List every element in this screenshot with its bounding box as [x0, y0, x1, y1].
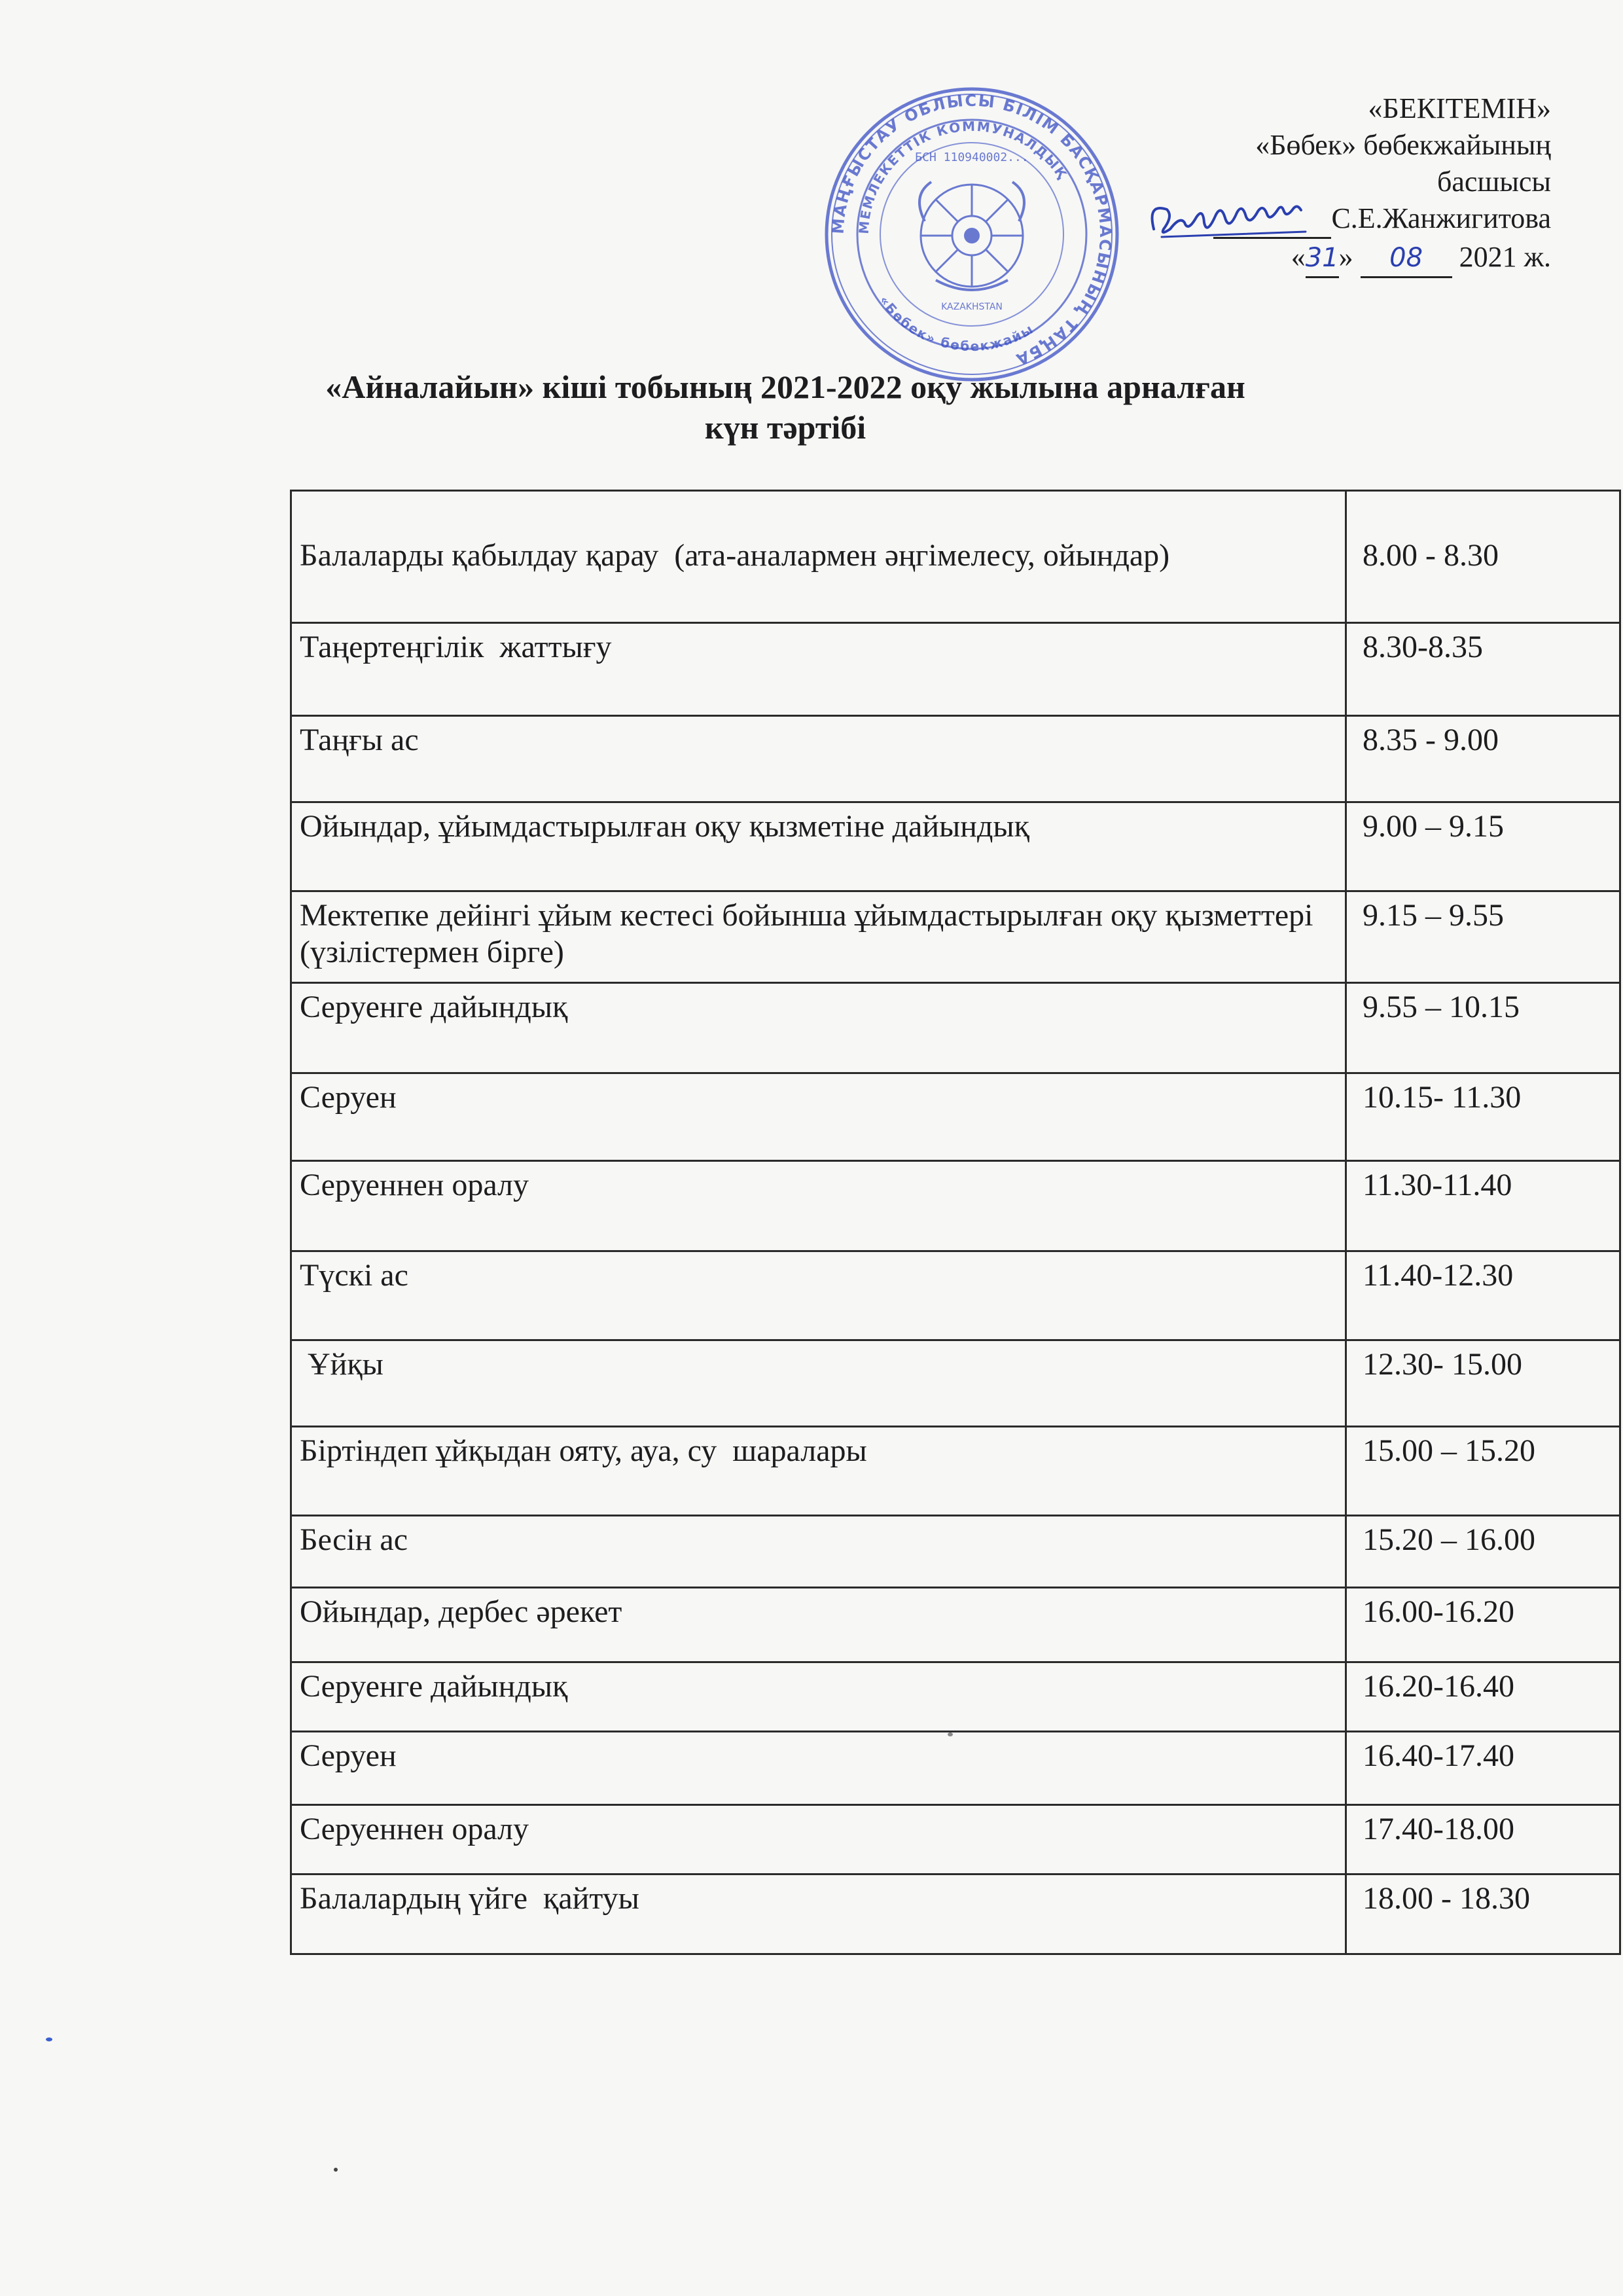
activity-cell: Түскі ас: [291, 1251, 1346, 1340]
table-row: [291, 623, 1620, 716]
table-row: [291, 491, 1620, 623]
title-line-1: «Айналайын» кіші тобының 2021-2022 оқу жылына арналған: [325, 368, 1245, 405]
activity-cell: Серуен: [291, 1073, 1346, 1161]
time-cell: 8.35 - 9.00: [1346, 716, 1620, 802]
time-cell: 16.00-16.20: [1346, 1588, 1620, 1662]
activity-cell: Бесін ас: [291, 1516, 1346, 1588]
document-title: [262, 367, 1309, 448]
time-cell: 11.30-11.40: [1346, 1161, 1620, 1251]
approval-date-month: 08: [1361, 240, 1452, 278]
activity-cell: Мектепке дейінгі ұйым кестесі бойынша ұйымдастырылған оқу қызметтері (үзілістермен бірге): [291, 891, 1346, 983]
activity-cell: Таңғы ас: [291, 716, 1346, 802]
table-row: [291, 716, 1620, 802]
table-row: [291, 1251, 1620, 1340]
activity-cell: Біртіндеп ұйқыдан ояту, ауа, су шаралары: [291, 1427, 1346, 1516]
emblem-icon: [919, 182, 1024, 290]
stamp-center-label: KAZAKHSTAN: [941, 302, 1003, 312]
official-stamp: [821, 84, 1122, 385]
approval-org: «Бөбек» бөбекжайының: [1255, 129, 1551, 161]
daily-schedule-table: [290, 490, 1621, 1955]
approval-date: «31» 08 2021 ж.: [1093, 239, 1551, 278]
approval-date-day: 31: [1306, 240, 1339, 278]
approval-signatory: [1093, 200, 1551, 239]
activity-cell: Ойындар, дербес әрекет: [291, 1588, 1346, 1662]
approval-block: [1093, 90, 1551, 278]
table-row: [291, 802, 1620, 891]
time-cell: 8.00 - 8.30: [1346, 491, 1620, 623]
scan-speck: [46, 2037, 52, 2041]
time-cell: 17.40-18.00: [1346, 1805, 1620, 1874]
table-row: [291, 891, 1620, 983]
activity-cell: Серуен: [291, 1732, 1346, 1805]
activity-cell: Ойындар, ұйымдастырылған оқу қызметіне дайындық: [291, 802, 1346, 891]
scan-speck: [948, 1732, 953, 1736]
time-cell: 9.55 – 10.15: [1346, 983, 1620, 1073]
table-row: [291, 1805, 1620, 1874]
stamp-outer-text: МАҢҒЫСТАУ ОБЛЫСЫ БІЛІМ БАСҚАРМАСЫНЫҢ ТАҢБА: [829, 91, 1115, 369]
activity-cell: Серуеннен оралу: [291, 1161, 1346, 1251]
time-cell: 9.00 – 9.15: [1346, 802, 1620, 891]
table-row: [291, 1588, 1620, 1662]
stamp-bin: БСН 110940002...: [915, 151, 1029, 164]
activity-cell: Серуенге дайындық: [291, 983, 1346, 1073]
activity-cell: Таңертеңгілік жаттығу: [291, 623, 1346, 716]
table-row: [291, 1662, 1620, 1732]
table-row: [291, 1516, 1620, 1588]
table-row: [291, 1161, 1620, 1251]
activity-cell: Серуенге дайындық: [291, 1662, 1346, 1732]
title-line-2: күн тәртібі: [704, 409, 866, 446]
approval-position: басшысы: [1437, 166, 1551, 198]
activity-cell: Серуеннен оралу: [291, 1805, 1346, 1874]
table-row: [291, 1073, 1620, 1161]
scan-speck: [334, 2168, 338, 2172]
time-cell: 12.30- 15.00: [1346, 1340, 1620, 1427]
approval-date-year: 2021 ж.: [1459, 241, 1551, 273]
time-cell: 11.40-12.30: [1346, 1251, 1620, 1340]
activity-cell: Ұйқы: [291, 1340, 1346, 1427]
table-row: [291, 1427, 1620, 1516]
time-cell: 15.20 – 16.00: [1346, 1516, 1620, 1588]
table-row: [291, 1340, 1620, 1427]
activity-cell: Балаларды қабылдау қарау (ата-аналармен әңгімелесу, ойындар): [291, 491, 1346, 623]
activity-cell: Балалардың үйге қайтуы: [291, 1874, 1346, 1954]
stamp-inner-text: МЕМЛЕКЕТТІК КОММУНАЛДЫҚ: [855, 118, 1071, 235]
time-cell: 16.40-17.40: [1346, 1732, 1620, 1805]
approval-heading: «БЕКІТЕМІН»: [1368, 92, 1551, 124]
table-row: [291, 983, 1620, 1073]
time-cell: 10.15- 11.30: [1346, 1073, 1620, 1161]
stamp-lower-text: «Бөбек» бөбекжайы: [876, 293, 1037, 355]
time-cell: 9.15 – 9.55: [1346, 891, 1620, 983]
approval-name: С.Е.Жанжигитова: [1331, 202, 1551, 234]
time-cell: 16.20-16.40: [1346, 1662, 1620, 1732]
time-cell: 8.30-8.35: [1346, 623, 1620, 716]
time-cell: 18.00 - 18.30: [1346, 1874, 1620, 1954]
table-row: [291, 1874, 1620, 1954]
table-row: [291, 1732, 1620, 1805]
time-cell: 15.00 – 15.20: [1346, 1427, 1620, 1516]
